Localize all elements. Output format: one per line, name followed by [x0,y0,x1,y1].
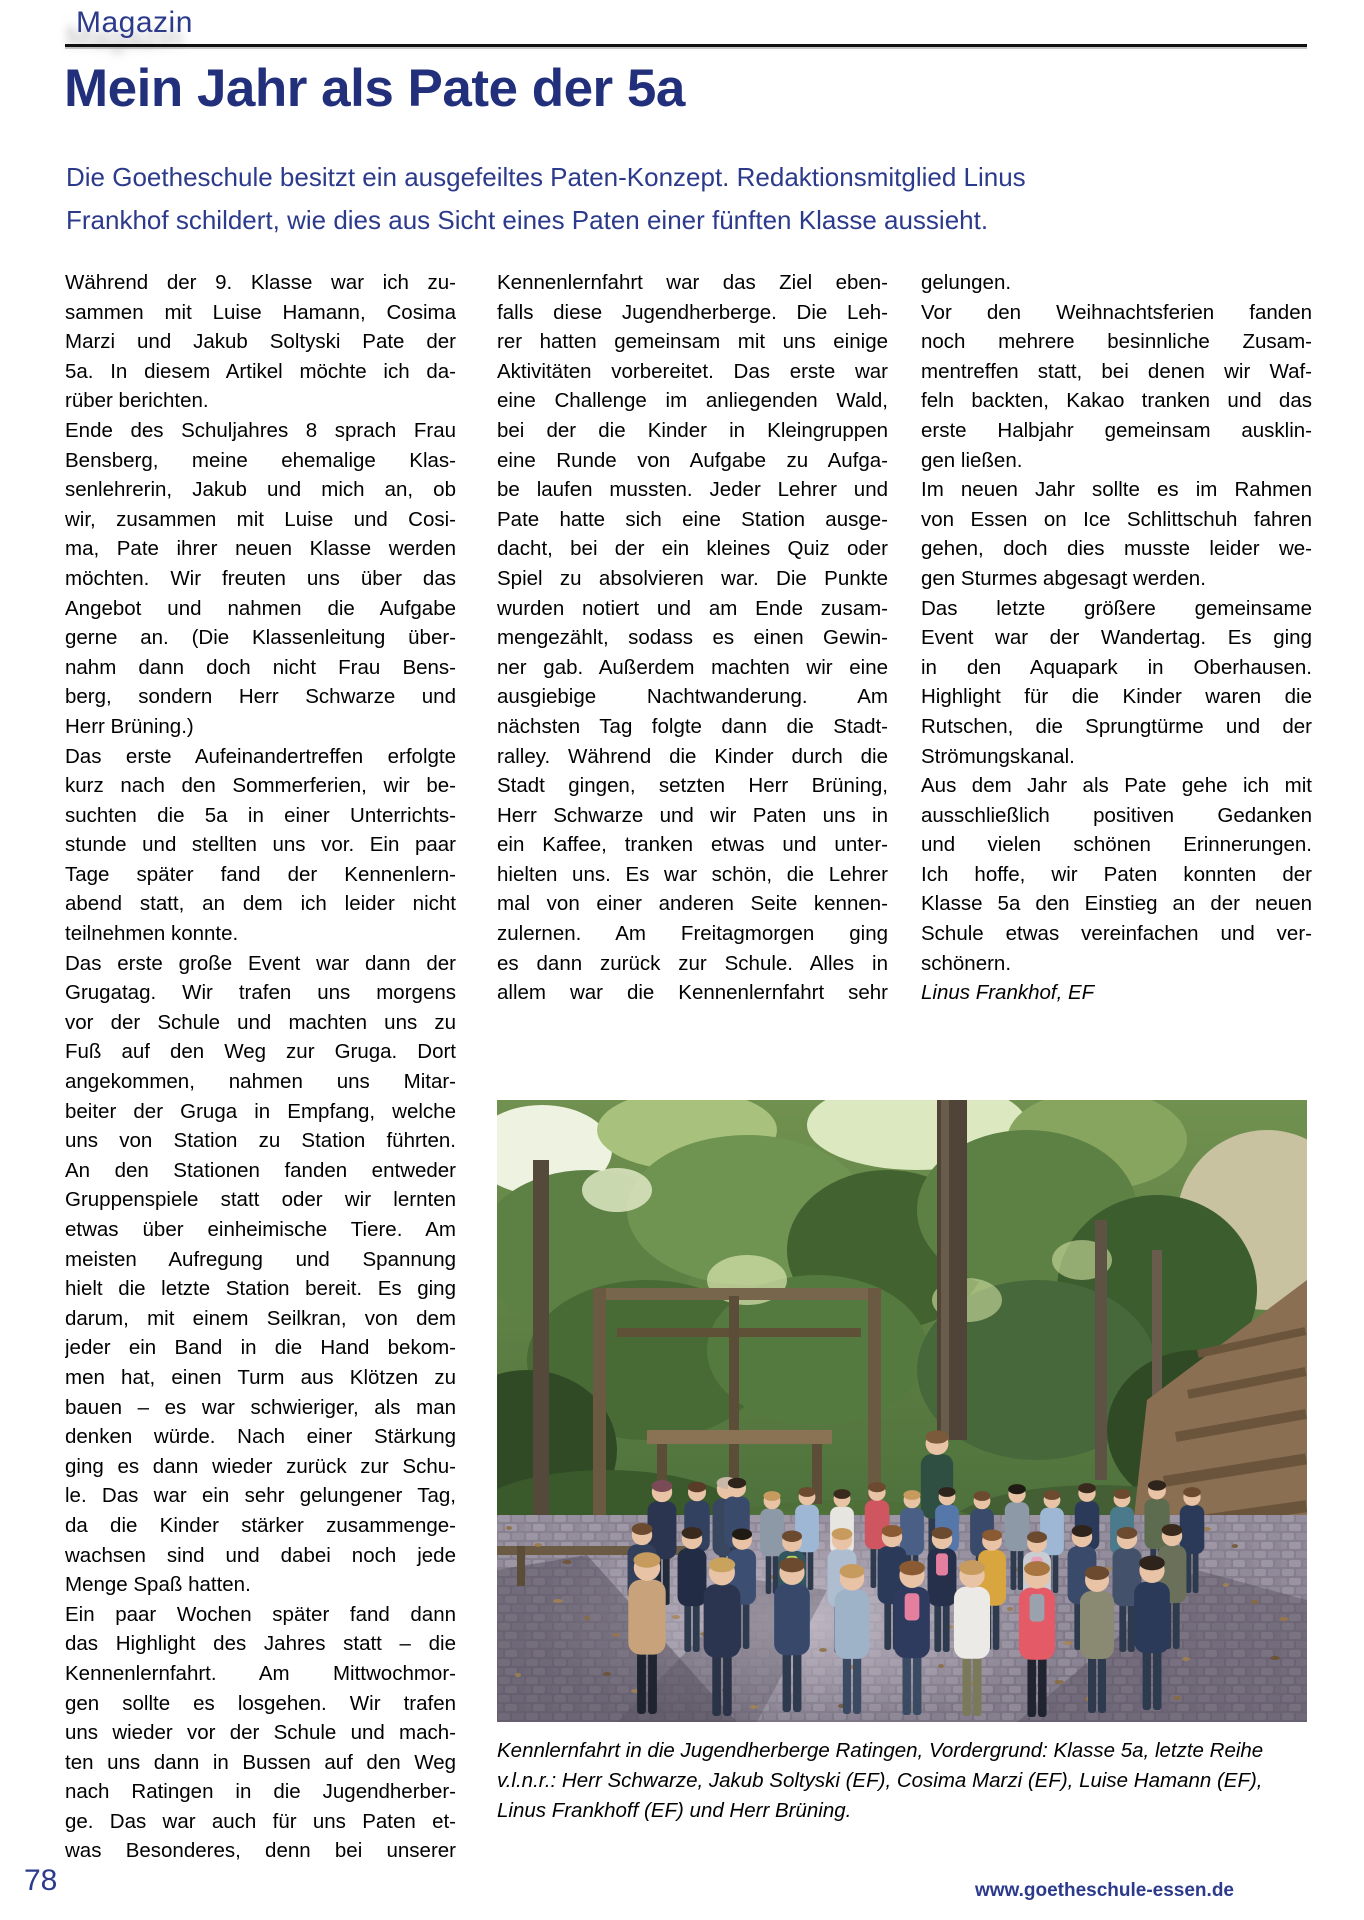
body-line: gelungen. [921,271,1012,294]
body-line: ma, Pate ihrer neuen Klasse werden [65,537,456,561]
body-line: Gruppenspiele statt oder wir lernten [65,1188,456,1212]
body-line: Ende des Schuljahres 8 sprach Frau [65,418,456,442]
body-line: Linus Frankhof, EF [921,981,1095,1005]
body-line: rüber berichten. [65,389,209,413]
body-line: kurz nach den Sommerferien, wir be- [65,774,456,798]
body-line: rer hatten gemeinsam mit uns einige [497,330,888,354]
body-line: gen Sturmes abgesagt werden. [921,566,1206,590]
body-line: noch mehrere besinnliche Zusam- [921,330,1312,354]
body-line: Im neuen Jahr sollte es im Rahmen [921,478,1312,502]
body-line: Tage später fand der Kennenlern- [65,862,456,886]
body-line: bei der die Kinder in Kleingruppen [497,418,888,442]
body-line: ein Kaffee, tranken etwas und unter- [497,833,888,857]
body-line: Angebot und nahmen die Aufgabe [65,596,456,620]
body-line: Bensberg, meine ehemalige Klas- [65,448,456,472]
body-line: Menge Spaß hatten. [65,1573,251,1597]
caption-line: Kennlernfahrt in die Jugendherberge Ratingen, Vordergrund: Klasse 5a, letzte Reihe [497,1739,1264,1762]
body-line: Marzi und Jakub Soltyski Pate der [65,330,456,354]
body-line: stunde und stellten uns vor. Ein paar [65,833,456,857]
body-line: es dann zurück zur Schule. Alles in [497,951,888,975]
caption-line: Linus Frankhoff (EF) und Herr Brüning. [497,1799,852,1822]
body-line: vor der Schule und machten uns zu [65,1010,456,1034]
body-line: Herr Schwarze und wir Paten uns in [497,803,888,827]
body-line: Highlight für die Kinder waren die [921,685,1312,709]
body-line: Herr Brüning.) [65,714,194,738]
body-line: nächsten Tag folgte dann die Stadt- [497,714,888,738]
body-line: Kennenlernfahrt war das Ziel eben- [497,271,888,294]
body-line: Vor den Weihnachtsferien fanden [921,300,1312,324]
header-rule [65,44,1307,47]
body-line: Ein paar Wochen später fand dann [65,1602,456,1626]
body-line: uns von Station zu Station führten. [65,1129,456,1153]
body-line: etwas über einheimische Tiere. Am [65,1218,456,1241]
body-line: Ich hoffe, wir Paten konnten der [921,862,1312,886]
caption-line: v.l.n.r.: Herr Schwarze, Jakub Soltyski (EF), Cosima Marzi (EF), Luise Hamann (EF), [497,1769,1263,1792]
body-line: Schule etwas vereinfachen und ver- [921,922,1312,946]
body-line: suchten die 5a in einer Unterrichts- [65,803,456,827]
body-line: Rutschen, die Sprungtürme und der [921,714,1312,738]
body-line: meisten Aufregung und Spannung [65,1247,456,1271]
article-subtitle-line: Frankhof schildert, wie dies aus Sicht eines Paten einer fünften Klasse aussieht. [66,205,989,235]
body-line: Das erste Aufeinandertreffen erfolgte [65,744,456,768]
website-url[interactable]: www.goetheschule-essen.de [974,1880,1234,1901]
body-line: falls diese Jugendherberge. Die Leh- [497,300,888,324]
body-line: feln backten, Kakao tranken und das [921,389,1312,413]
body-line: be laufen mussten. Jeder Lehrer und [497,478,888,502]
body-line: Während der 9. Klasse war ich zu- [65,271,456,294]
body-line: in den Aquapark in Oberhausen. [921,655,1312,679]
body-line: nach Ratingen in die Jugendherber- [65,1780,456,1804]
body-line: beiter der Gruga in Empfang, welche [65,1099,456,1123]
body-line: senlehrerin, Jakub und mich an, ob [65,478,456,502]
body-line: Das letzte größere gemeinsame [921,596,1312,620]
body-line: Grugatag. Wir trafen uns morgens [65,981,456,1005]
body-line: angekommen, nahmen uns Mitar- [65,1070,456,1094]
body-line: ner gab. Außerdem machten wir eine [497,655,888,679]
body-line: wachsen sind und dabei noch jede [65,1543,456,1567]
body-line: jeder ein Band in die Hand bekom- [65,1336,456,1360]
body-line: ge. Das war auch für uns Paten et- [65,1809,456,1833]
class-photo [497,1100,1307,1722]
body-line: Spiel zu absolvieren war. Die Punkte [497,566,888,590]
body-line: darum, mit einem Seilkran, von dem [65,1306,456,1330]
body-line: das Highlight des Jahres statt – die [65,1632,456,1656]
body-line: möchten. Wir freuten uns über das [65,566,456,590]
page-number: 78 [24,1864,58,1897]
body-line: eine Challenge im anliegenden Wald, [497,389,888,413]
body-line: uns wieder vor der Schule und mach- [65,1721,456,1745]
body-line: hielten uns. Es war schön, die Lehrer [497,862,888,886]
body-line: sammen mit Luise Hamann, Cosima [65,300,456,324]
body-line: Stadt gingen, setzten Herr Brüning, [497,774,888,798]
section-label: Magazin [76,6,193,39]
body-line: dacht, bei der ein kleines Quiz oder [497,537,888,561]
body-line: erste Halbjahr gemeinsam ausklin- [921,418,1312,442]
body-line: gen sollte es losgehen. Wir trafen [65,1691,456,1715]
body-line: hielt die letzte Station bereit. Es ging [65,1277,456,1301]
body-line: von Essen on Ice Schlittschuh fahren [921,507,1312,531]
body-line: ging es dann wieder zurück zur Schu- [65,1454,456,1478]
body-line: men hat, einen Turm aus Klötzen zu [65,1365,456,1389]
body-line: ten uns dann in Bussen auf den Weg [65,1750,456,1774]
body-line: Fuß auf den Weg zur Gruga. Dort [65,1040,456,1064]
body-line: allem war die Kennenlernfahrt sehr [497,981,888,1005]
body-line: mentreffen statt, bei denen wir Waf- [921,359,1312,383]
article-title: Mein Jahr als Pate der 5a [64,59,685,118]
body-line: Klasse 5a den Einstieg an der neuen [921,892,1312,916]
body-line: gehen, doch dies musste leider we- [921,537,1312,561]
body-line: gen ließen. [921,448,1023,472]
body-line: Kennenlernfahrt. Am Mittwochmor- [65,1661,456,1685]
body-line: da die Kinder stärker zusammenge- [65,1513,456,1537]
body-line: was Besonderes, denn bei unserer [65,1839,456,1863]
body-line: wurden notiert und am Ende zusam- [497,596,888,620]
body-line: ralley. Während die Kinder durch die [497,744,888,768]
body-line: Das erste große Event war dann der [65,951,456,975]
body-line: zulernen. Am Freitagmorgen ging [497,922,888,946]
body-line: bauen – es war schwieriger, als man [65,1395,456,1419]
body-line: An den Stationen fanden entweder [65,1158,456,1182]
body-line: le. Das war ein sehr gelungener Tag, [65,1484,456,1508]
body-line: gerne an. (Die Klassenleitung über- [65,626,456,650]
body-line: berg, sondern Herr Schwarze und [65,685,456,709]
body-line: 5a. In diesem Artikel möchte ich da- [65,359,456,383]
body-line: schönern. [921,951,1012,975]
article-subtitle-line: Die Goetheschule besitzt ein ausgefeiltes Paten-Konzept. Redaktionsmitglied Linus [66,162,1026,192]
body-line: teilnehmen konnte. [65,922,239,946]
body-column-2 [497,268,888,1008]
body-line: Aktivitäten vorbereitet. Das erste war [497,359,888,383]
body-line: denken würde. Nach einer Stärkung [65,1425,456,1449]
body-line: abend statt, an dem ich leider nicht [65,892,456,916]
body-line: Aus dem Jahr als Pate gehe ich mit [921,774,1312,798]
body-line: Strömungskanal. [921,744,1075,768]
body-column-1 [65,268,456,1866]
body-line: ausschließlich positiven Gedanken [921,803,1312,827]
body-line: nahm dann doch nicht Frau Bens- [65,655,456,679]
body-line: mengezählt, sodass es einen Gewin- [497,626,888,650]
body-line: Event war der Wandertag. Es ging [921,626,1312,650]
body-column-3 [921,268,1312,1008]
body-line: und vielen schönen Erinnerungen. [921,833,1312,857]
body-line: wir, zusammen mit Luise und Cosi- [65,507,456,531]
body-line: eine Runde von Aufgabe zu Aufga- [497,448,888,472]
body-line: ausgiebige Nachtwanderung. Am [497,685,888,709]
photo-caption [497,1736,1309,1826]
body-line: Pate hatte sich eine Station ausge- [497,507,888,531]
body-line: mal von einer anderen Seite kennen- [497,892,888,916]
